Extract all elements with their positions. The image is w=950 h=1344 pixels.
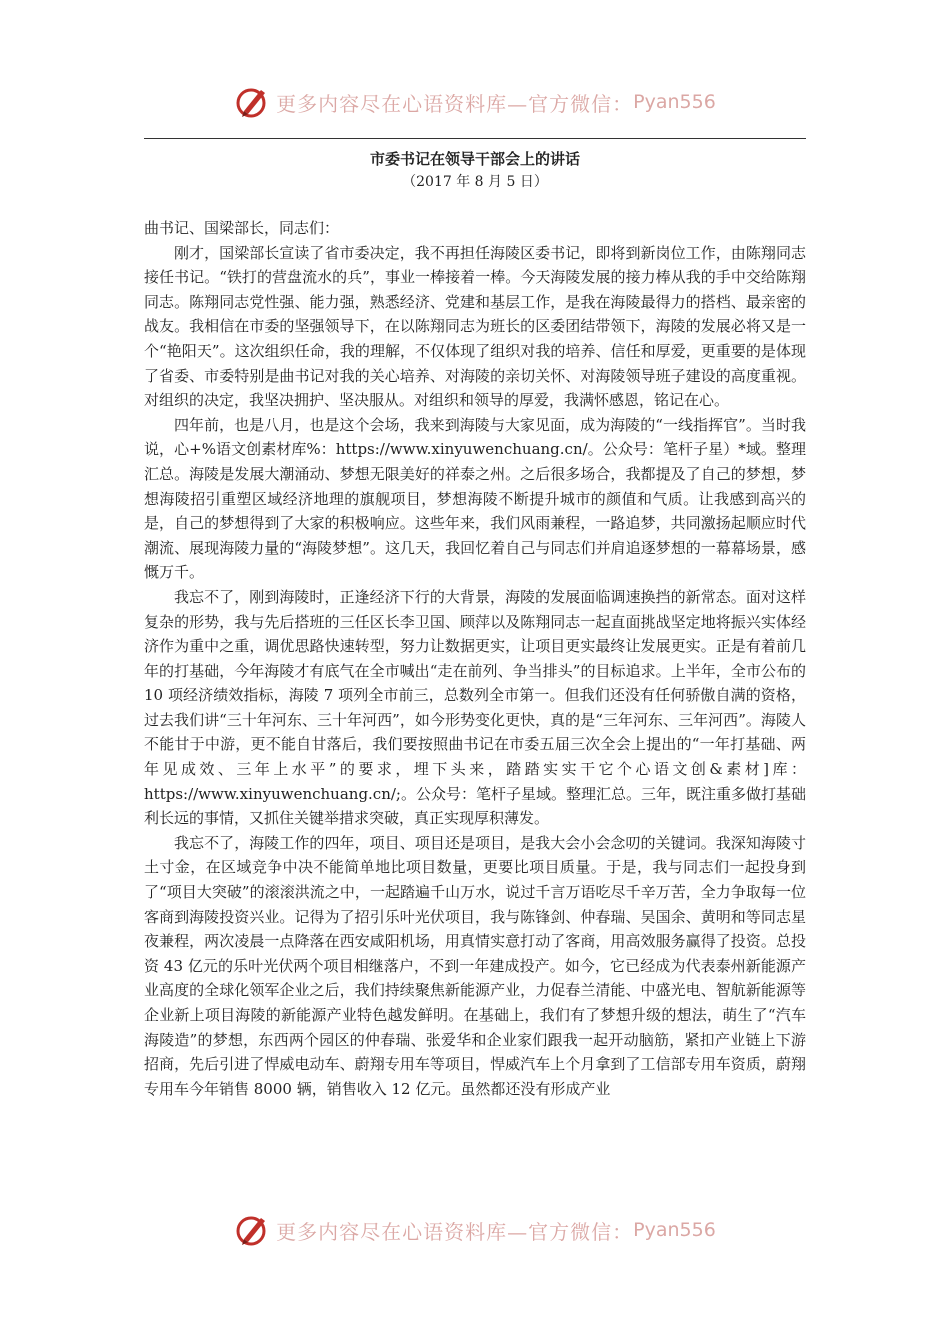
salutation: 曲书记、国梁部长，同志们： [144,219,340,237]
footer-banner [0,1208,950,1252]
header-banner-text: 更多内容尽在心语资料库—官方微信： [276,91,634,116]
document-body [144,216,806,1101]
footer-banner-text: 更多内容尽在心语资料库—官方微信： [276,1219,634,1244]
document-date: （2017 年 8 月 5 日） [402,174,548,190]
paragraph: 刚才，国梁部长宣读了省市委决定，我不再担任海陵区委书记，即将到新岗位工作，由陈翔同志接任书记。“铁打的营盘流水的兵”，事业一棒接着一棒。今天海陵发展的接力棒从我的手中交给陈翔同志。陈翔同志党性强、能力强，熟悉经济、党建和基层工作，是我在海陵最得力的搭档、最亲密的战友。我相信在市委的坚强领导下，在以陈翔同志为班长的区委团结带领下，海陵的发展必将又是一个“艳阳天”。这次组织任命，我的理解，不仅体现了组织对我的培养、信任和厚爱，更重要的是体现了省委、市委特别是曲书记对我的关心培养、对海陵的亲切关怀、对海陵领导班子建设的高度重视。对组织的决定，我坚决拥护、坚决服从。对组织和领导的厚爱，我满怀感恩，铭记在心。 [144,243,806,410]
brush-pen-logo-icon [234,1212,270,1248]
paragraph: 我忘不了，刚到海陵时，正逢经济下行的大背景，海陵的发展面临调速换挡的新常态。面对这样复杂的形势，我与先后搭班的三任区长李卫国、顾萍以及陈翔同志一起直面挑战坚定地将振兴实体经济作为重中之重，调优思路快速转型，努力让数据更实，让项目更实最终让发展更实。正是有着前几年的打基础，今年海陵才有底气在全市喊出“走在前列、争当排头”的目标追求。上半年，全市公布的 10 项经济绩效指标，海陵 7 项列全市前三，总数列全市第一。但我们还没有任何骄傲自满的资格，过去我们讲“三十年河东、三十年河西”，如今形势变化更快，真的是“三年河东、三年河西”。海陵人不能甘于中游，更不能自甘落后，我们要按照曲书记在市委五届三次全会上提出的“一年打基础、两年见成效、三年上水平”的要求，埋下头来，踏踏实实干它个心语文创&素材]库：https://www.xinyuwenchuang.cn/;。公众号：笔杆子星域。整理汇总。三年，既注重多做打基础利长远的事情，又抓住关键举措求突破，真正实现厚积薄发。 [144,587,806,828]
header-rule [144,138,806,139]
document [144,148,806,1101]
document-title: 市委书记在领导干部会上的讲话 [369,150,580,168]
header-banner-wechat: Pyan556 [633,91,716,113]
paragraph: 我忘不了，海陵工作的四年，项目、项目还是项目，是我大会小会念叨的关键词。我深知海陵寸土寸金，在区域竞争中决不能简单地比项目数量，更要比项目质量。于是，我与同志们一起投身到了“项目大突破”的滚滚洪流之中，一起踏遍千山万水，说过千言万语吃尽千辛万苦，全力争取每一位客商到海陵投资兴业。记得为了招引乐叶光伏项目，我与陈锋剑、仲春瑞、吴国余、黄明和等同志星夜兼程，两次凌晨一点降落在西安咸阳机场，用真情实意打动了客商，用高效服务赢得了投资。总投资 43 亿元的乐叶光伏两个项目相继落户，不到一年建成投产。如今，它已经成为代表泰州新能源产业高度的全球化领军企业之后，我们持续聚焦新能源产业，力促春兰清能、中盛光电、智航新能源等企业新上项目海陵的新能源产业特色越发鲜明。在基础上，我们有了梦想升级的想法，萌生了“汽车海陵造”的梦想，东西两个园区的仲春瑞、张爱华和企业家们跟我一起开动脑筋，紧扣产业链上下游招商，先后引进了悍威电动车、蔚翔专用车等项目，悍威汽车上个月拿到了工信部专用车资质，蔚翔专用车今年销售 8000 辆，销售收入 12 亿元。虽然都还没有形成产业 [144,833,806,1098]
brush-pen-logo-icon [234,84,270,120]
paragraph: 四年前，也是八月，也是这个会场，我来到海陵与大家见面，成为海陵的“一线指挥官”。当时我说，心+%语文创素材库%：https://www.xinyuwenchuang.cn/。公众号：笔杆子星）*域。整理汇总。海陵是发展大潮涌动、梦想无限美好的祥泰之州。之后很多场合，我都提及了自己的梦想，梦想海陵招引重塑区域经济地理的旗舰项目，梦想海陵不断提升城市的颜值和气质。让我感到高兴的是，自己的梦想得到了大家的积极响应。这些年来，我们风雨兼程，一路追梦，共同激扬起顺应时代潮流、展现海陵力量的“海陵梦想”。这几天，我回忆着自己与同志们并肩追逐梦想的一幕幕场景，感慨万千。 [144,415,806,582]
header-banner [0,80,950,124]
footer-banner-wechat: Pyan556 [633,1219,716,1241]
